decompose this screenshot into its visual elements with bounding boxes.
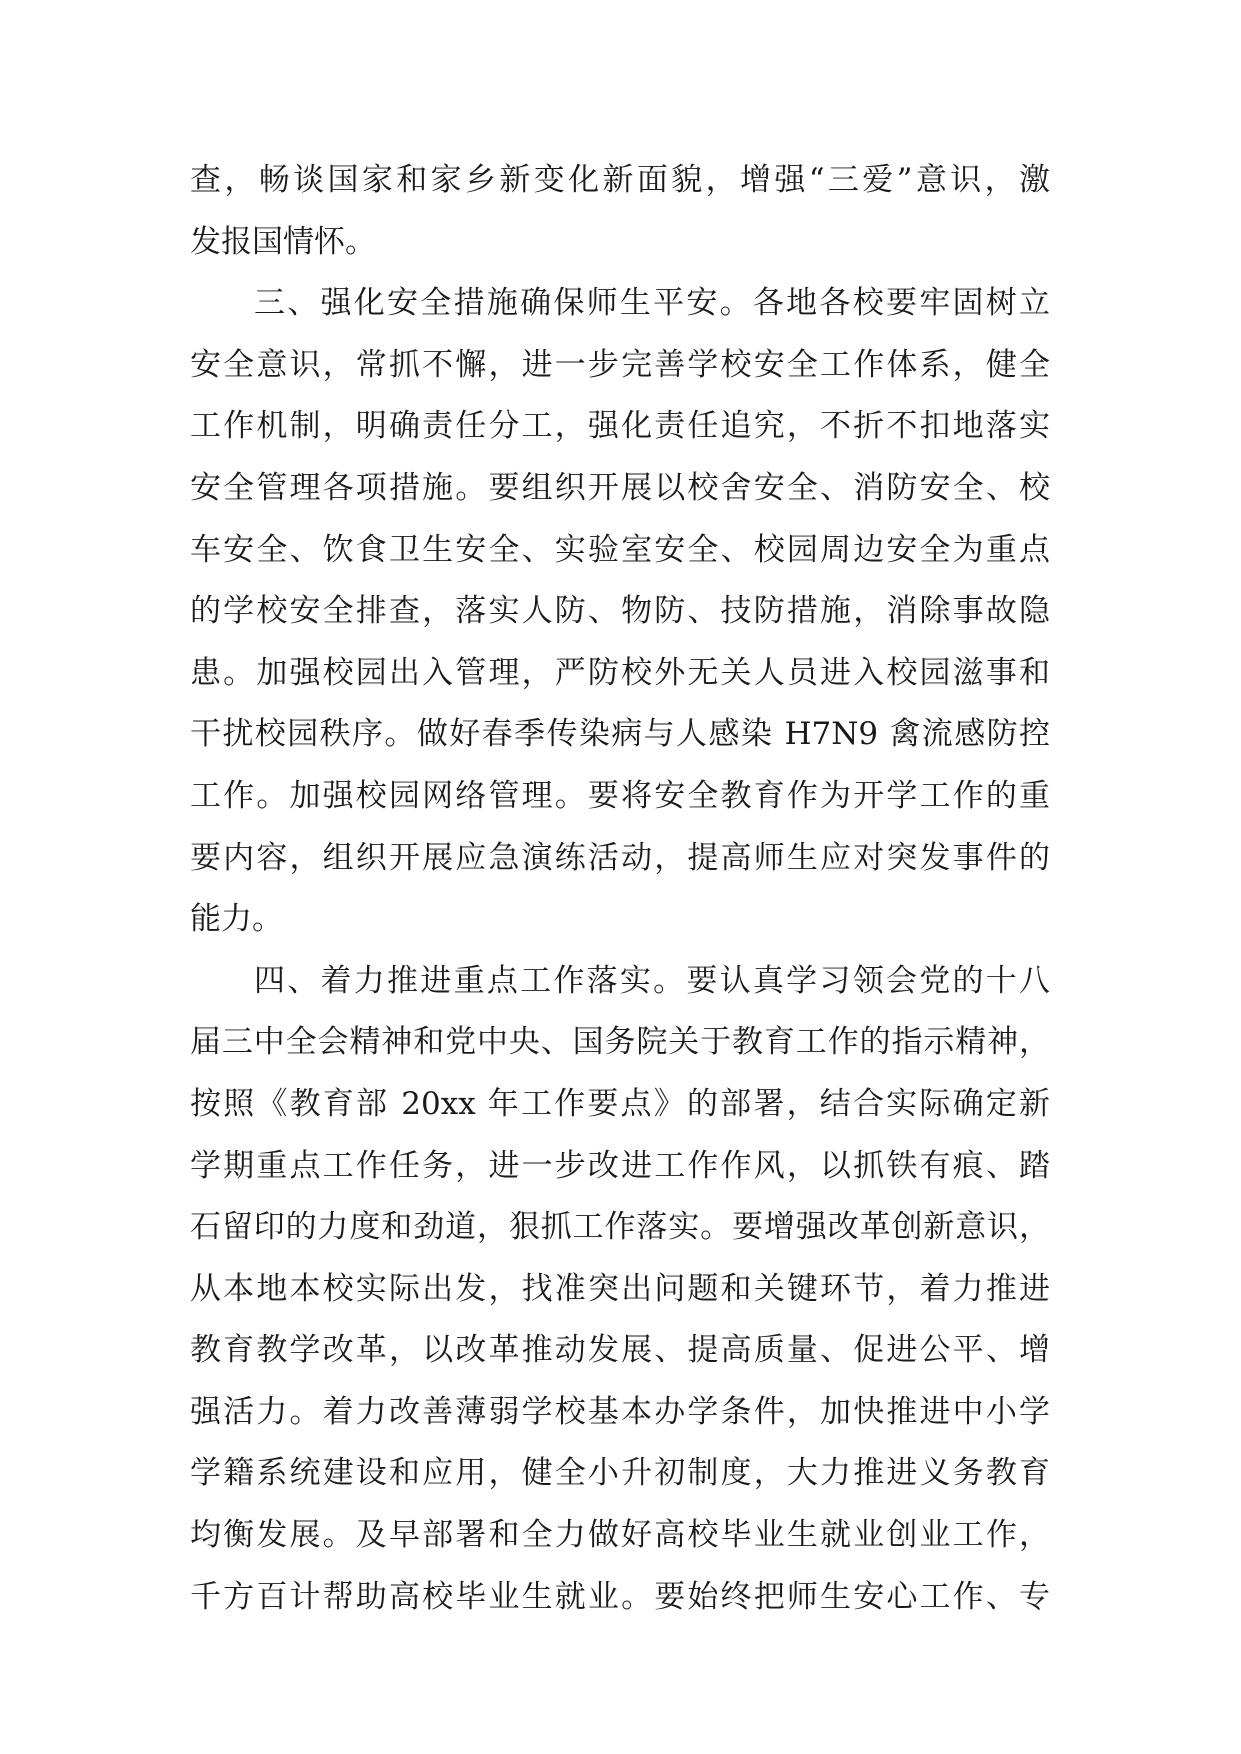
text-line: 千方百计帮助高校毕业生就业。要始终把师生安心工作、专 bbox=[190, 1578, 1050, 1615]
text-line: 学籍系统建设和应用，健全小升初制度，大力推进义务教育 bbox=[190, 1455, 1050, 1492]
text-line: 教育教学改革，以改革推动发展、提高质量、促进公平、增 bbox=[190, 1332, 1050, 1369]
text-line: 强活力。着力改善薄弱学校基本办学条件，加快推进中小学 bbox=[190, 1393, 1050, 1430]
text-line: 安全意识，常抓不懈，进一步完善学校安全工作体系，健全 bbox=[190, 346, 1050, 383]
text-line: 工作。加强校园网络管理。要将安全教育作为开学工作的重 bbox=[190, 777, 1050, 814]
text-line: 届三中全会精神和党中央、国务院关于教育工作的指示精神， bbox=[190, 1024, 1050, 1061]
text-line: 从本地本校实际出发，找准突出问题和关键环节，着力推进 bbox=[190, 1270, 1050, 1307]
text-line: 能力。 bbox=[190, 901, 283, 938]
text-line: 学期重点工作任务，进一步改进工作作风，以抓铁有痕、踏 bbox=[190, 1147, 1050, 1184]
text-line: 均衡发展。及早部署和全力做好高校毕业生就业创业工作， bbox=[190, 1517, 1050, 1554]
text-line: 安全管理各项措施。要组织开展以校舍安全、消防安全、校 bbox=[190, 469, 1050, 506]
text-line: 要内容，组织开展应急演练活动，提高师生应对突发事件的 bbox=[190, 839, 1050, 876]
text-line: 按照《教育部 20xx 年工作要点》的部署，结合实际确定新 bbox=[190, 1085, 1050, 1122]
body-text bbox=[190, 160, 1050, 1638]
text-line: 工作机制，明确责任分工，强化责任追究，不折不扣地落实 bbox=[190, 408, 1050, 445]
text-line: 发报国情怀。 bbox=[190, 223, 376, 260]
text-line: 查，畅谈国家和家乡新变化新面貌，增强“三爱”意识，激 bbox=[190, 162, 1050, 198]
text-line: 石留印的力度和劲道，狠抓工作落实。要增强改革创新意识， bbox=[190, 1209, 1050, 1246]
text-line: 的学校安全排查，落实人防、物防、技防措施，消除事故隐 bbox=[190, 593, 1050, 630]
text-line: 干扰校园秩序。做好春季传染病与人感染 H7N9 禽流感防控 bbox=[190, 716, 1050, 753]
paragraph-first-line: 四、着力推进重点工作落实。要认真学习领会党的十八 bbox=[254, 962, 1050, 999]
text-line: 患。加强校园出入管理，严防校外无关人员进入校园滋事和 bbox=[190, 654, 1050, 691]
text-line: 车安全、饮食卫生安全、实验室安全、校园周边安全为重点 bbox=[190, 531, 1050, 568]
paragraph-first-line: 三、强化安全措施确保师生平安。各地各校要牢固树立 bbox=[254, 285, 1050, 322]
